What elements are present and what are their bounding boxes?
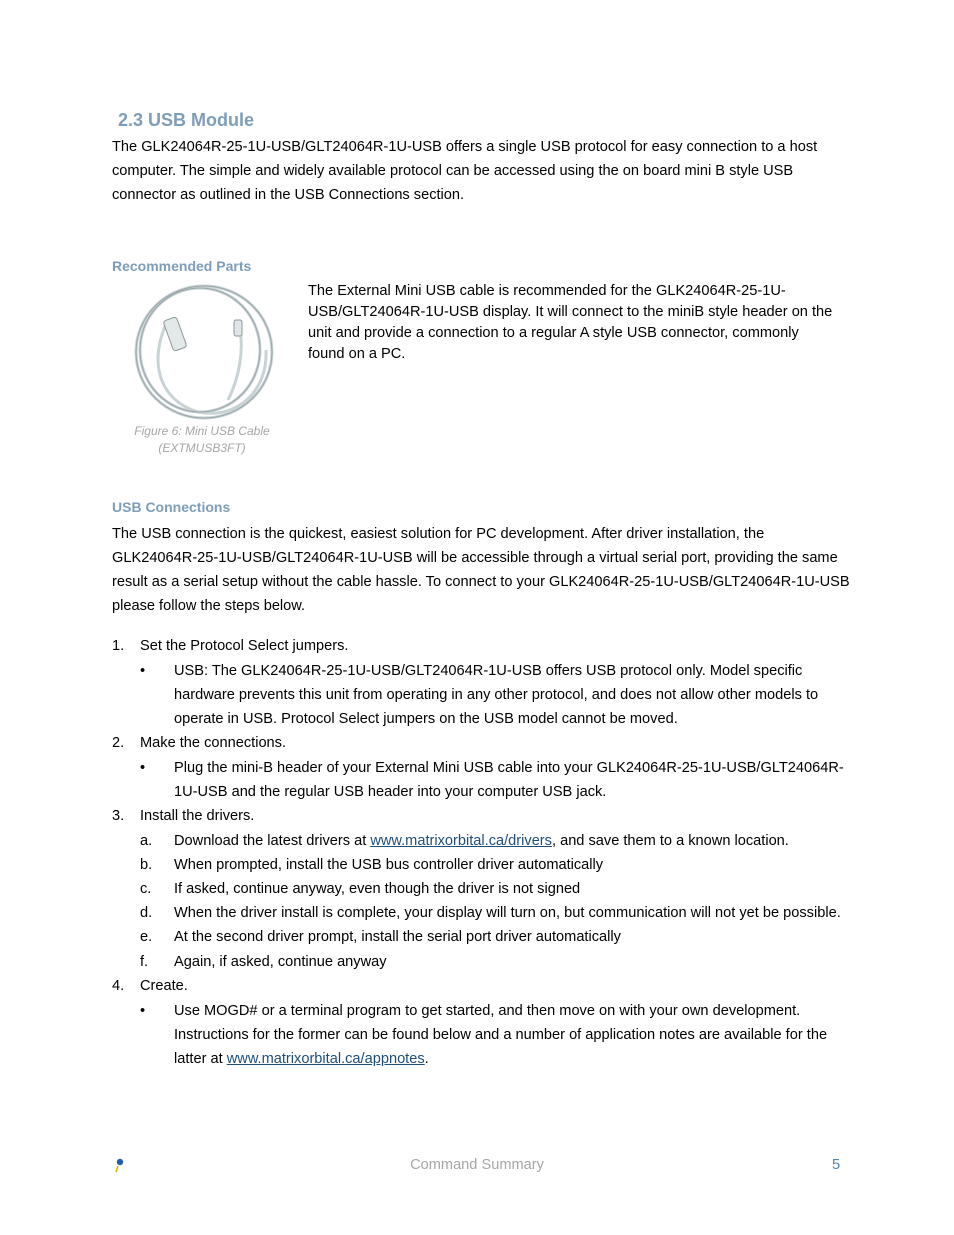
caption-line-2: (EXTMUSB3FT) bbox=[158, 441, 246, 455]
page-number: 5 bbox=[832, 1157, 841, 1173]
bullet-text: USB: The GLK24064R-25-1U-USB/GLT24064R-1U-USB offers USB protocol only. Model specific hardware prevents this unit from operating in any other protocol, and does not allow other models to operate in USB. Protocol Select jumpers on the USB model cannot be moved. bbox=[174, 663, 819, 727]
step-3d bbox=[112, 901, 852, 925]
step-4-bullet bbox=[112, 999, 852, 1071]
step-letter: a. bbox=[140, 833, 153, 849]
bullet-text-pre: Use MOGD# or a terminal program to get started, and then move on with your own development. Instructions for the former can be found below and a number of application notes are available for the latter at bbox=[174, 1003, 828, 1067]
step-3b bbox=[112, 853, 852, 877]
step-2 bbox=[112, 731, 852, 755]
step-letter: c. bbox=[140, 881, 152, 897]
step-3c bbox=[112, 877, 852, 901]
step-letter: e. bbox=[140, 929, 153, 945]
intro-paragraph: The GLK24064R-25-1U-USB/GLT24064R-1U-USB offers a single USB protocol for easy connection to a host computer. The simple and widely available protocol can be accessed using the on board mini B style USB connector as outlined in the USB Connections section. bbox=[112, 139, 818, 203]
substep-text: When the driver install is complete, your display will turn on, but communication will not yet be possible. bbox=[174, 905, 841, 921]
figure-caption bbox=[112, 423, 292, 457]
step-text: Make the connections. bbox=[140, 735, 287, 751]
bullet-icon: • bbox=[140, 1003, 146, 1019]
bullet-text bbox=[174, 999, 852, 1071]
step-3 bbox=[112, 804, 852, 828]
substep-text bbox=[174, 829, 852, 853]
caption-line-1: Figure 6: Mini USB Cable bbox=[134, 424, 270, 438]
step-number: 4. bbox=[112, 978, 125, 994]
bullet-icon: • bbox=[140, 663, 146, 679]
step-letter: f. bbox=[140, 954, 149, 970]
usb-connections-paragraph: The USB connection is the quickest, easiest solution for PC development. After driver installation, the GLK24064R-25-1U-USB/GLT24064R-1U-USB will be accessible through a virtual serial port, providing the same result as a serial setup without the cable hassle. To connect to your GLK24064R-25-1U-USB/GLT24064R-1U-USB please follow the steps below. bbox=[112, 526, 850, 614]
usb-cable-image bbox=[128, 280, 278, 426]
recommended-parts-heading: Recommended Parts bbox=[112, 258, 252, 274]
step-number: 1. bbox=[112, 638, 125, 654]
substep-text-pre: Download the latest drivers at bbox=[174, 833, 371, 849]
bullet-icon: • bbox=[140, 760, 146, 776]
step-letter: b. bbox=[140, 857, 153, 873]
step-4 bbox=[112, 974, 852, 998]
section-title: 2.3 USB Module bbox=[118, 110, 255, 130]
bullet-text: Plug the mini-B header of your External Mini USB cable into your GLK24064R-25-1U-USB/GLT24064R-1U-USB and the regular USB header into your computer USB jack. bbox=[174, 760, 844, 800]
step-number: 3. bbox=[112, 808, 125, 824]
step-text: Set the Protocol Select jumpers. bbox=[140, 638, 349, 654]
drivers-link[interactable]: www.matrixorbital.ca/drivers bbox=[370, 833, 552, 849]
step-letter: d. bbox=[140, 905, 153, 921]
substep-text-post: , and save them to a known location. bbox=[551, 833, 789, 849]
substep-text: Again, if asked, continue anyway bbox=[174, 954, 387, 970]
step-1-bullet bbox=[112, 659, 852, 731]
step-text: Install the drivers. bbox=[140, 808, 255, 824]
substep-text: If asked, continue anyway, even though the driver is not signed bbox=[174, 881, 581, 897]
step-3e bbox=[112, 925, 852, 949]
substep-text: When prompted, install the USB bus controller driver automatically bbox=[174, 857, 604, 873]
step-1 bbox=[112, 634, 852, 658]
steps-list bbox=[112, 634, 852, 1071]
substep-text: At the second driver prompt, install the serial port driver automatically bbox=[174, 929, 621, 945]
step-number: 2. bbox=[112, 735, 125, 751]
step-text: Create. bbox=[140, 978, 188, 994]
bullet-text-post: . bbox=[424, 1051, 429, 1067]
footer-title: Command Summary bbox=[410, 1157, 544, 1173]
appnotes-link[interactable]: www.matrixorbital.ca/appnotes bbox=[226, 1051, 425, 1067]
usb-connections-heading: USB Connections bbox=[112, 499, 231, 515]
step-3a bbox=[112, 829, 852, 853]
step-2-bullet bbox=[112, 756, 852, 804]
step-3f bbox=[112, 950, 852, 974]
recommended-parts-text: The External Mini USB cable is recommended for the GLK24064R-25-1U-USB/GLT24064R-1U-USB display. It will connect to the miniB style header on the unit and provide a connection to a regular A style USB connector, commonly found on a PC. bbox=[308, 283, 833, 362]
